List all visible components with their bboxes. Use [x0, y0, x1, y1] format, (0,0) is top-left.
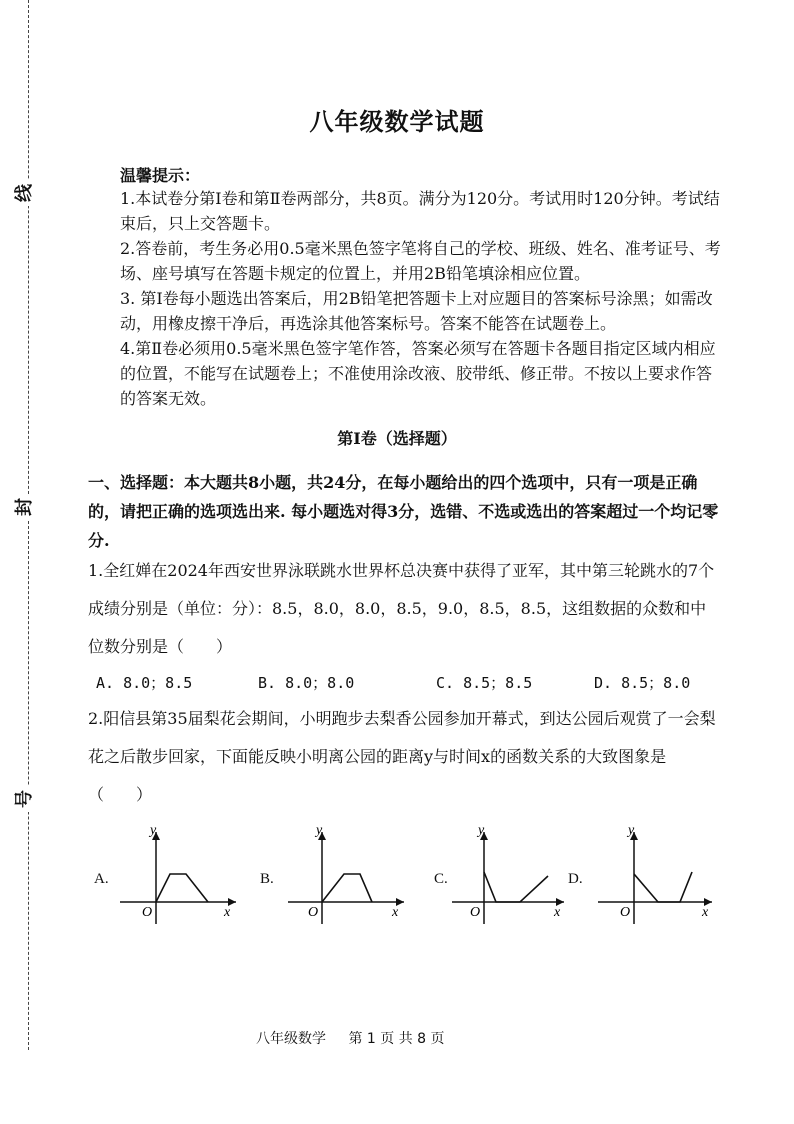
footer-page-number: 第 1 页 共 8 页 — [348, 1031, 445, 1047]
binding-dashed-line — [28, 0, 29, 1050]
graph-b-plot — [254, 818, 409, 928]
q1-option-c: C. 8.5；8.5 — [436, 674, 533, 692]
graph-b — [254, 818, 409, 928]
binding-number-char: 号 — [10, 786, 36, 812]
graph-c-origin: O — [470, 905, 481, 920]
section-title: 第Ⅰ卷（选择题） — [337, 429, 457, 448]
page-title: 八年级数学试题 — [309, 108, 485, 136]
tip-item-2: 2.答卷前，考生务必用0.5毫米黑色签字笔将自己的学校、班级、姓名、准考证号、考场、座号填写在答题卡规定的位置上，并用2B铅笔填涂相应位置。 — [120, 239, 721, 283]
tip-item-4: 4.第Ⅱ卷必须用0.5毫米黑色签字笔作答，答案必须写在答题卡各题目指定区域内相应的位置，不能写在试题卷上；不准使用涂改液、胶带纸、修正带。不按以上要求作答的答案无效。 — [120, 339, 716, 408]
graph-a-origin: O — [142, 905, 153, 920]
graph-c — [428, 818, 583, 928]
question-1-text: 1.全红婵在2024年西安世界泳联跳水世界杯总决赛中获得了亚军，其中第三轮跳水的7个成绩分别是（单位：分）：8.5，8.0，8.0，8.5，9.0，8.5，8.5，这组数据的众数和中位数分别是（ ） — [88, 561, 715, 656]
graph-b-label: B. — [260, 871, 274, 887]
part-one-instructions: 一、选择题：本大题共8小题，共24分，在每小题给出的四个选项中，只有一项是正确的，请把正确的选项选出来. 每小题选对得3分，选错、不选或选出的答案超过一个均记零分. — [88, 473, 719, 550]
graph-d — [562, 818, 717, 928]
graph-d-y-label: y — [628, 823, 635, 838]
graph-a-plot — [88, 818, 243, 928]
graph-c-label: C. — [434, 871, 448, 887]
graph-a-x-label: x — [224, 905, 231, 920]
page-footer — [256, 1028, 463, 1048]
graph-b-y-label: y — [316, 823, 323, 838]
graph-c-plot — [428, 818, 583, 928]
graph-d-origin: O — [620, 905, 631, 920]
graph-d-plot — [562, 818, 717, 928]
q1-option-b: B. 8.0；8.0 — [258, 674, 355, 692]
question-1-options — [96, 672, 736, 696]
graph-b-origin: O — [308, 905, 319, 920]
q1-option-d: D. 8.5；8.0 — [594, 674, 691, 692]
question-2-graphs — [88, 818, 728, 928]
q1-option-a: A. 8.0；8.5 — [96, 674, 193, 692]
graph-d-label: D. — [568, 871, 583, 887]
question-2-text: 2.阳信县第35届梨花会期间，小明跑步去梨香公园参加开幕式，到达公园后观赏了一会梨花之后散步回家，下面能反映小明离公园的距离y与时间x的函数关系的大致图象是（ ） — [88, 709, 716, 804]
graph-c-x-label: x — [554, 905, 561, 920]
footer-subject: 八年级数学 — [256, 1031, 326, 1047]
graph-d-x-label: x — [702, 905, 709, 920]
tips-heading: 温馨提示： — [120, 166, 201, 185]
graph-b-x-label: x — [392, 905, 399, 920]
binding-seal-char: 封 — [10, 494, 36, 520]
graph-a-y-label: y — [150, 823, 157, 838]
tip-item-3: 3. 第Ⅰ卷每小题选出答案后，用2B铅笔把答题卡上对应题目的答案标号涂黑；如需改动，用橡皮擦干净后，再选涂其他答案标号。答案不能答在试题卷上。 — [120, 289, 713, 333]
binding-line-char: 线 — [10, 180, 36, 206]
graph-a-label: A. — [94, 871, 109, 887]
graph-c-y-label: y — [478, 823, 485, 838]
graph-a — [88, 818, 243, 928]
tip-item-1: 1.本试卷分第Ⅰ卷和第Ⅱ卷两部分，共8页。满分为120分。考试用时120分钟。考试结束后，只上交答题卡。 — [120, 189, 720, 233]
